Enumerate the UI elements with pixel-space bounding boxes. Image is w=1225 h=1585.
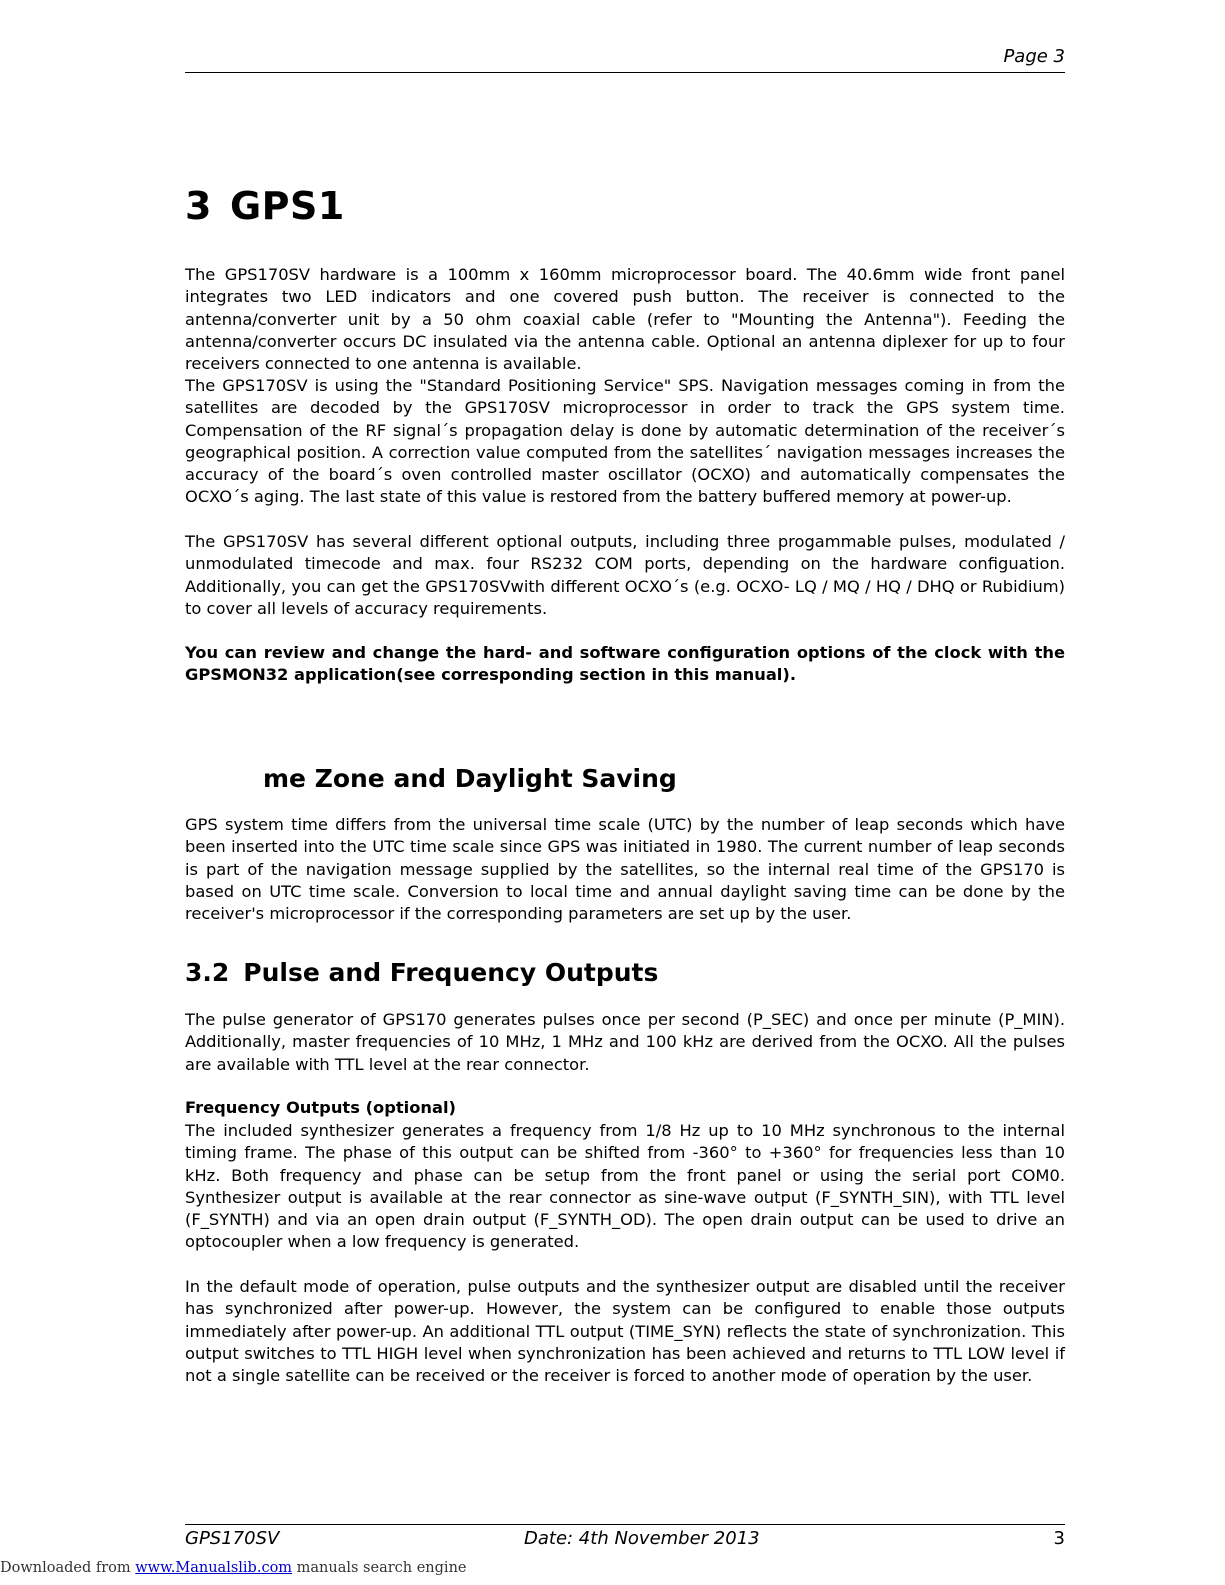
footer-page-number: 3 <box>1053 1528 1065 1549</box>
pulse-paragraph-1: The pulse generator of GPS170 generates pulses once per second (P_SEC) and once per minute (P_MIN). Additionally, master frequencies of 10 MHz, 1 MHz and 100 kHz are derived from the OCXO. All the pulses are available with TTL level at the rear connector. <box>185 1010 1065 1074</box>
chapter-number: 3 <box>185 184 212 228</box>
header-rule <box>185 72 1065 73</box>
frequency-outputs-heading: Frequency Outputs (optional) <box>185 1098 456 1117</box>
section-number: 3.2 <box>185 958 230 987</box>
section-title-time-zone: me Zone and Daylight Saving <box>263 764 677 793</box>
default-mode-paragraph: In the default mode of operation, pulse outputs and the synthesizer output are disabled until the receiver has synchronized after power-up. However, the system can be configured to enable those outputs immediately after power-up. An additional TTL output (TIME_SYN) reflects the state of synchronization. This output switches to TTL HIGH level when synchronization has been achieved and returns to TTL LOW level if not a single satellite can be received or the receiver is forced to another mode of operation by the user. <box>185 1277 1065 1386</box>
download-source-bar <box>0 1560 467 1576</box>
section-title-pulse-frequency <box>185 958 658 987</box>
chapter-title-text: GPS1 <box>229 184 345 228</box>
footer-date: Date: 4th November 2013 <box>524 1528 760 1549</box>
section-title-text: Pulse and Frequency Outputs <box>243 958 659 987</box>
running-header-page-label: Page 3 <box>1003 46 1065 67</box>
download-suffix: manuals search engine <box>296 1560 467 1576</box>
intro-paragraph-1: The GPS170SV hardware is a 100mm x 160mm microprocessor board. The 40.6mm wide front panel integrates two LED indicators and one covered push button. The receiver is connected to the antenna/converter unit by a 50 ohm coaxial cable (refer to "Mounting the Antenna"). Feeding the antenna/converter occurs DC insulated via the antenna cable. Optional an antenna diplexer for up to four receivers connected to one antenna is available. <box>185 265 1065 374</box>
manualslib-link[interactable]: www.Manualslib.com <box>135 1560 293 1576</box>
intro-paragraph-4-bold-note: You can review and change the hard- and software configuration options of the clock with the GPSMON32 application(see corresponding section in this manual). <box>185 643 1065 685</box>
chapter-title <box>185 184 345 228</box>
intro-paragraph-2: The GPS170SV is using the "Standard Positioning Service" SPS. Navigation messages coming in from the satellites are decoded by the GPS170SV microprocessor in order to track the GPS system time. Compensation of the RF signal´s propagation delay is done by automatic determination of the receiver´s geographical position. A correction value computed from the satellites´ navigation messages increases the accuracy of the board´s oven controlled master oscillator (OCXO) and automatically compensates the OCXO´s aging. The last state of this value is restored from the battery buffered memory at power-up. <box>185 376 1065 507</box>
time-zone-paragraph: GPS system time differs from the universal time scale (UTC) by the number of leap seconds which have been inserted into the UTC time scale since GPS was initiated in 1980. The current number of leap seconds is part of the navigation message supplied by the satellites, so the internal real time of the GPS170 is based on UTC time scale. Conversion to local time and annual daylight saving time can be done by the receiver's microprocessor if the corresponding parameters are set up by the user. <box>185 815 1065 924</box>
download-prefix: Downloaded from <box>0 1560 131 1576</box>
intro-paragraph-3: The GPS170SV has several different optional outputs, including three progammable pulses, modulated / unmodulated timecode and max. four RS232 COM ports, depending on the hardware configuation. Additionally, you can get the GPS170SVwith different OCXO´s (e.g. OCXO- LQ / MQ / HQ / DHQ or Rubidium) to cover all levels of accuracy requirements. <box>185 532 1065 618</box>
frequency-outputs-paragraph: The included synthesizer generates a frequency from 1/8 Hz up to 10 MHz synchronous to the internal timing frame. The phase of this output can be shifted from -360° to +360° for frequencies less than 10 kHz. Both frequency and phase can be setup from the front panel or using the serial port COM0. Synthesizer output is available at the rear connector as sine-wave output (F_SYNTH_SIN), with TTL level (F_SYNTH) and via an open drain output (F_SYNTH_OD). The open drain output can be used to drive an optocoupler when a low frequency is generated. <box>185 1121 1065 1252</box>
footer-product-name: GPS170SV <box>185 1528 280 1549</box>
footer-rule <box>185 1524 1065 1525</box>
